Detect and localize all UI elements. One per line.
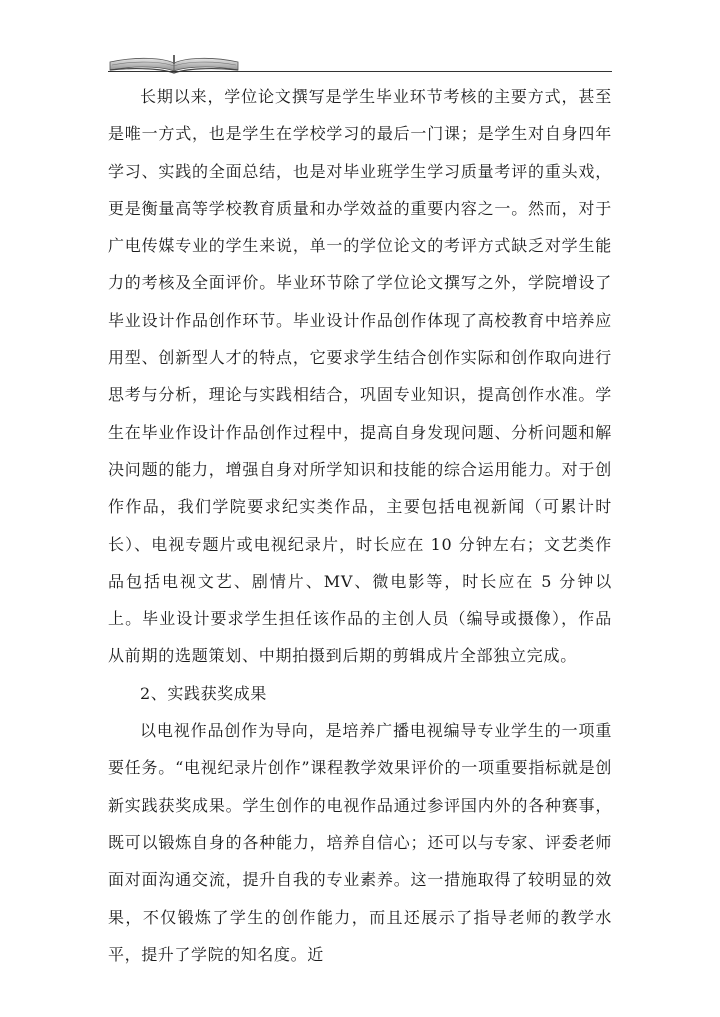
paragraph-award-results: 以电视作品创作为导向，是培养广播电视编导专业学生的一项重要任务。“电视纪录片创作”课程教学效果评价的一项重要指标就是创新实践获奖成果。学生创作的电视作品通过参评国内外的各种赛事，既可以锻炼自身的各种能力，培养自信心；还可以与专家、评委老师面对面沟通交流，提升自我的专业素养。这一措施取得了较明显的效果，不仅锻炼了学生的创作能力，而且还展示了指导老师的教学水平，提升了学院的知名度。近 (108, 721, 612, 964)
document-body (108, 78, 612, 973)
header-rule (108, 71, 612, 72)
page-header (0, 0, 720, 80)
paragraph-graduation-design: 长期以来，学位论文撰写是学生毕业环节考核的主要方式，甚至是唯一方式，也是学生在学校学习的最后一门课；是学生对自身四年学习、实践的全面总结，也是对毕业班学生学习质量考评的重头戏，更是衡量高等学校教育质量和办学效益的重要内容之一。然而，对于广电传媒专业的学生来说，单一的学位论文的考评方式缺乏对学生能力的考核及全面评价。毕业环节除了学位论文撰写之外，学院增设了毕业设计作品创作环节。毕业设计作品创作体现了高校教育中培养应用型、创新型人才的特点，它要求学生结合创作实际和创作取向进行思考与分析，理论与实践相结合，巩固专业知识，提高创作水准。学生在毕业作设计作品创作过程中，提高自身发现问题、分析问题和解决问题的能力，增强自身对所学知识和技能的综合运用能力。对于创作作品，我们学院要求纪实类作品，主要包括电视新闻（可累计时长）、电视专题片或电视纪录片，时长应在 10 分钟左右；文艺类作品包括电视文艺、剧情片、MV、微电影等，时长应在 5 分钟以上。毕业设计要求学生担任该作品的主创人员（编导或摄像），作品从前期的选题策划、中期拍摄到后期的剪辑成片全部独立完成。 (108, 87, 612, 666)
section-heading-practice-awards: 2、实践获奖成果 (140, 683, 267, 703)
